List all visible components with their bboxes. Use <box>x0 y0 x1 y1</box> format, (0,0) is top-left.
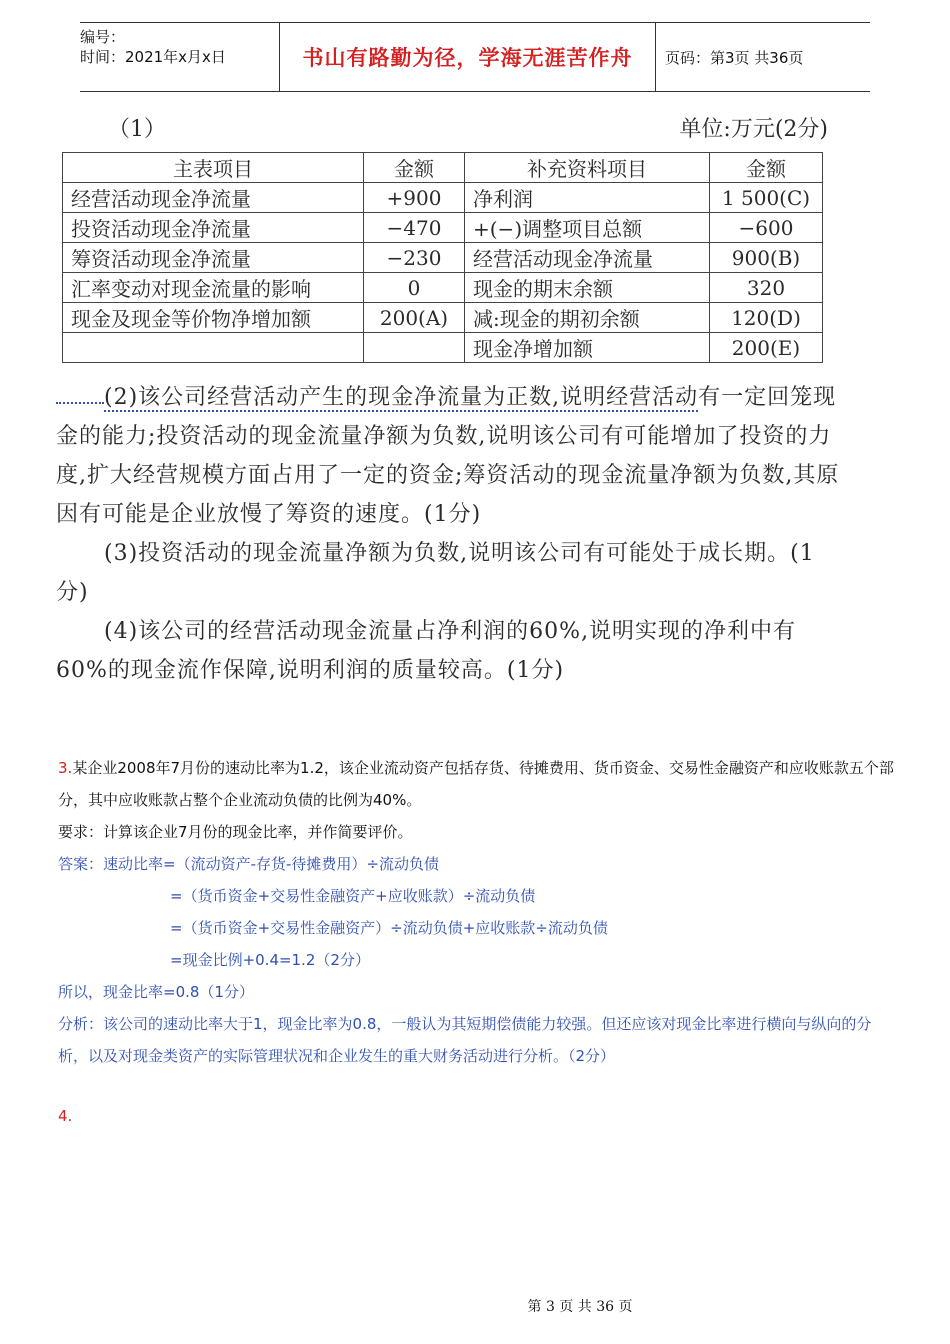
table-cell: 减:现金的期初余额 <box>465 303 710 333</box>
table-row <box>63 333 823 363</box>
header-motto: 书山有路勤为径，学海无涯苦作舟 <box>280 23 656 91</box>
table-header-cell: 金额 <box>710 153 823 183</box>
table-cell: 1 500(C) <box>710 183 823 213</box>
question-3-body: 某企业2008年7月份的速动比率为1.2，该企业流动资产包括存货、待摊费用、货币资金、交易性金融资产和应收账款五个部分，其中应收账款占整个企业流动负债的比例为40%。 <box>58 759 894 809</box>
table-cell: 现金净增加额 <box>465 333 710 363</box>
answer-line-3: =（货币资金+交易性金融资产）÷流动负债+应收账款÷流动负债 <box>170 919 608 937</box>
cash-flow-table <box>62 152 823 363</box>
paragraph-2-rest: 有一定回笼现金的能力;投资活动的现金流量净额为负数,说明该公司有可能增加了投资的力度,扩大经营规模方面占用了一定的资金;筹资活动的现金流量净额为负数,其原因有可能是企业放慢了筹资的速度。(1分) <box>56 385 840 527</box>
table-cell: −230 <box>364 243 465 273</box>
table-row <box>63 273 823 303</box>
table-cell: 经营活动现金净流量 <box>465 243 710 273</box>
table-row <box>63 213 823 243</box>
table-cell <box>63 333 364 363</box>
analysis-text: 分析：该公司的速动比率大于1，现金比率为0.8，一般认为其短期偿债能力较强。但还应该对现金比率进行横向与纵向的分析，以及对现金类资产的实际管理状况和企业发生的重大财务活动进行分析。（2分） <box>58 1015 872 1065</box>
paragraph-2 <box>56 378 846 534</box>
time-label: 时间：2021年x月x日 <box>80 48 226 66</box>
number-label: 编号： <box>80 28 126 46</box>
table-cell: 投资活动现金净流量 <box>63 213 364 243</box>
question-4-number: 4. <box>58 1107 73 1125</box>
table-row <box>63 183 823 213</box>
question-3-text <box>58 752 898 816</box>
table-cell: 现金及现金等价物净增加额 <box>63 303 364 333</box>
answer-label: 答案： <box>58 855 104 873</box>
table-cell: +900 <box>364 183 465 213</box>
table-cell: 汇率变动对现金流量的影响 <box>63 273 364 303</box>
question-3-number: 3. <box>58 759 73 777</box>
table-cell: −470 <box>364 213 465 243</box>
table-cell: 900(B) <box>710 243 823 273</box>
table-header-cell: 主表项目 <box>63 153 364 183</box>
paragraph-3 <box>56 534 846 612</box>
explanation-paragraphs <box>56 378 846 690</box>
paragraph-3-text: (3)投资活动的现金流量净额为负数,说明该公司有可能处于成长期。(1分) <box>56 541 815 605</box>
header-meta <box>80 23 280 91</box>
paragraph-2-lead: (2)该公司经营活动产生的现金净流量为正数,说明经营活动 <box>104 385 699 410</box>
answer-line-4: =现金比例+0.4=1.2（2分） <box>170 951 370 969</box>
table-header-cell: 补充资料项目 <box>465 153 710 183</box>
question-3-requirement: 要求：计算该企业7月份的现金比率，并作简要评价。 <box>58 823 413 841</box>
table-header-row <box>63 153 823 183</box>
table-cell: 现金的期末余额 <box>465 273 710 303</box>
part1-label: （1） <box>108 117 166 142</box>
paragraph-4-text: (4)该公司的经营活动现金流量占净利润的60%,说明实现的净利中有60%的现金流作保障,说明利润的质量较高。(1分) <box>56 619 797 683</box>
table-cell: 200(A) <box>364 303 465 333</box>
question-3 <box>58 752 898 1072</box>
table-cell: 净利润 <box>465 183 710 213</box>
table-cell: 320 <box>710 273 823 303</box>
answer-line-1 <box>58 848 898 880</box>
table-cell: 120(D) <box>710 303 823 333</box>
table-cell <box>364 333 465 363</box>
table-cell: −600 <box>710 213 823 243</box>
table-cell: 200(E) <box>710 333 823 363</box>
page-footer: 第 3 页 共 36 页 <box>527 1299 633 1315</box>
unit-label: 单位:万元(2分) <box>679 117 828 142</box>
answer-line-5: 所以，现金比率=0.8（1分） <box>58 983 254 1001</box>
table-cell: 0 <box>364 273 465 303</box>
table-row <box>63 303 823 333</box>
table-cell: 经营活动现金净流量 <box>63 183 364 213</box>
table-header-cell: 金额 <box>364 153 465 183</box>
page-header <box>80 22 870 92</box>
scanned-answer-image <box>56 108 846 683</box>
header-page-info: 页码：第3页 共36页 <box>665 48 804 67</box>
paragraph-4 <box>56 612 846 690</box>
answer-line-2: =（货币资金+交易性金融资产+应收账款）÷流动负债 <box>170 887 536 905</box>
table-cell: 筹资活动现金净流量 <box>63 243 364 273</box>
answer-text-1: 速动比率=（流动资产-存货-待摊费用）÷流动负债 <box>103 855 439 873</box>
table-cell: +(−)调整项目总额 <box>465 213 710 243</box>
table-row <box>63 243 823 273</box>
